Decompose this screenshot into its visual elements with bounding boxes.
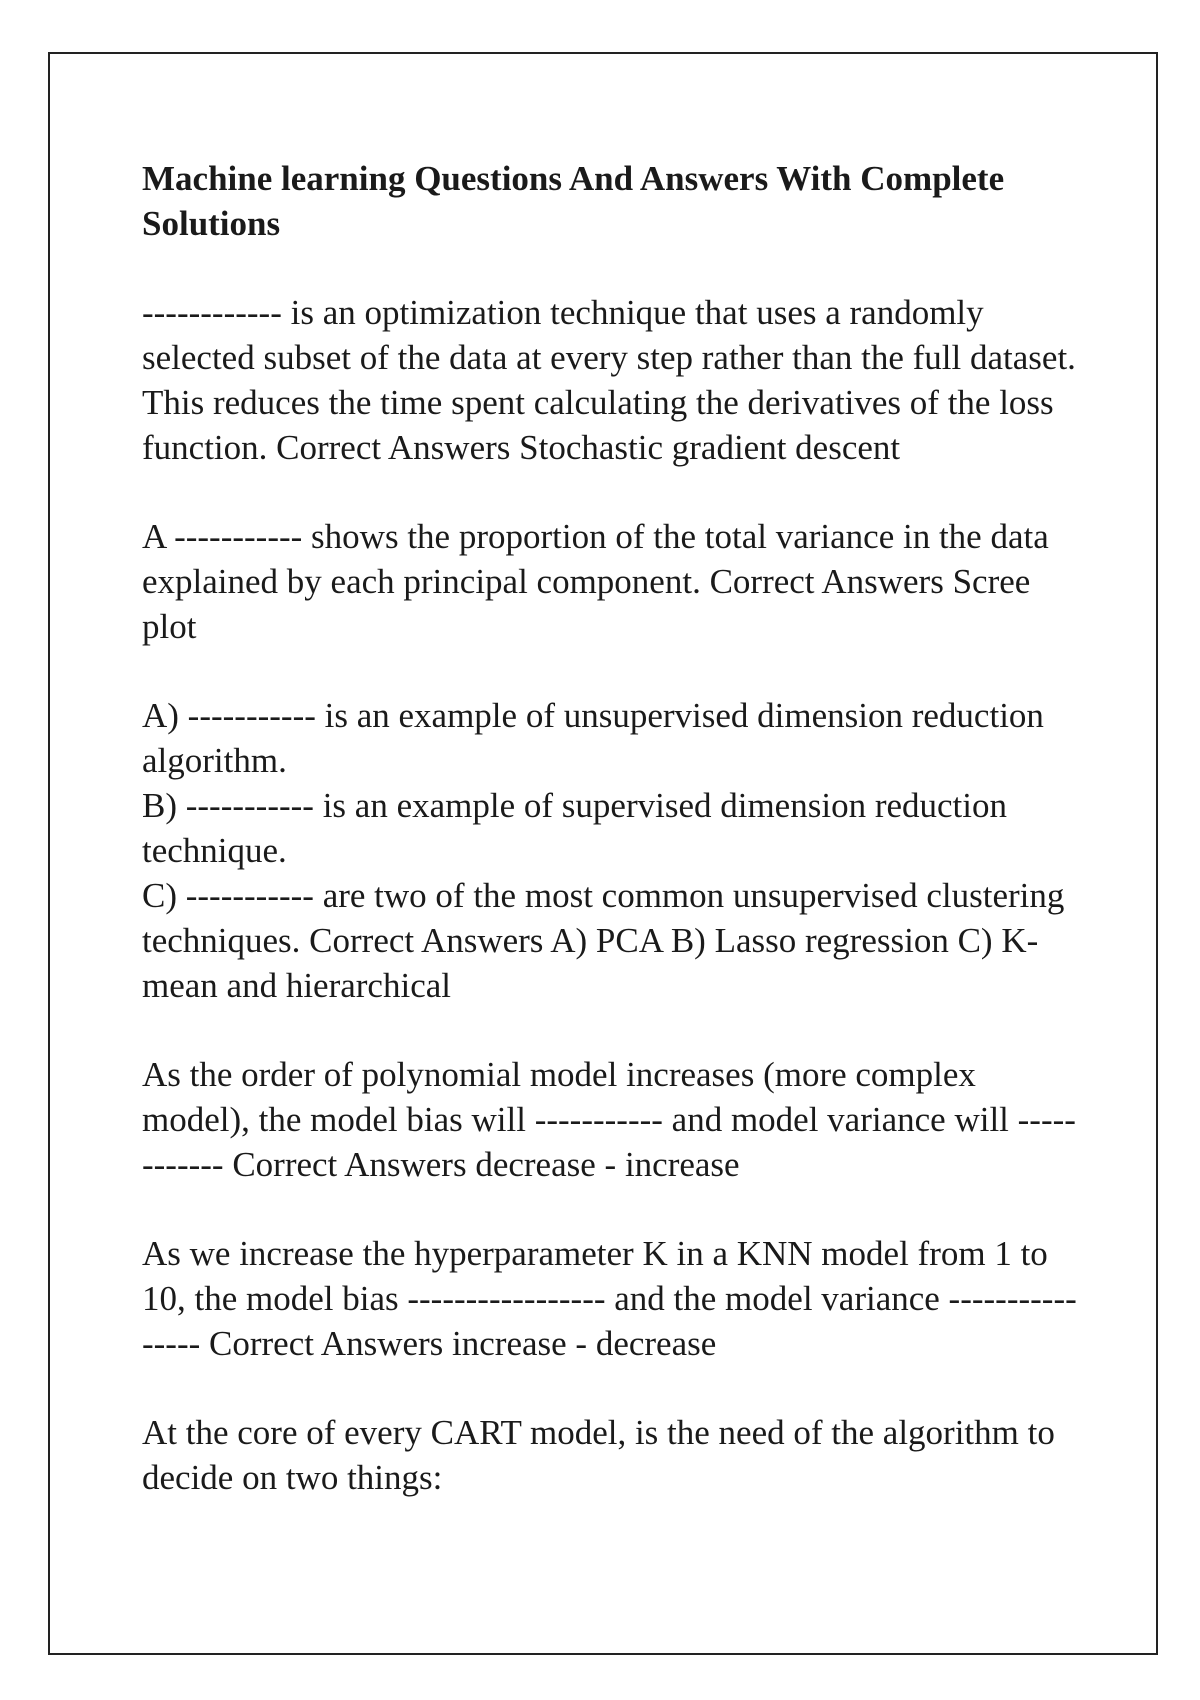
qa-line-c: C) ----------- are two of the most common unsupervised clustering techniques. Correct Answers A) PCA B) Lasso regression C) K-mean and hierarchical xyxy=(142,876,1065,1005)
qa-item-scree-plot: A ----------- shows the proportion of the total variance in the data explained by each principal component. Correct Answers Scree plot xyxy=(142,517,1049,646)
qa-item-knn-bias-variance: As we increase the hyperparameter K in a KNN model from 1 to 10, the model bias ----------------- and the model variance ---------------- Correct Answers increase - decrease xyxy=(142,1234,1077,1363)
qa-item-sgd: ------------ is an optimization technique that uses a randomly selected subset of the data at every step rather than the full dataset. This reduces the time spent calculating the derivatives of the loss function. Correct Answers Stochastic gradient descent xyxy=(142,293,1076,467)
qa-line-a: A) ----------- is an example of unsupervised dimension reduction algorithm. xyxy=(142,696,1044,780)
document-title: Machine learning Questions And Answers With Complete Solutions xyxy=(142,159,1005,243)
qa-line-b: B) ----------- is an example of supervised dimension reduction technique. xyxy=(142,786,1007,870)
qa-item-cart-model: At the core of every CART model, is the need of the algorithm to decide on two things: xyxy=(142,1413,1055,1497)
qa-item-dimension-reduction xyxy=(142,693,1082,1008)
qa-item-polynomial-bias-variance: As the order of polynomial model increases (more complex model), the model bias will ----------- and model variance will ------------ Correct Answers decrease - increase xyxy=(142,1055,1076,1184)
document-content xyxy=(142,156,1082,1544)
